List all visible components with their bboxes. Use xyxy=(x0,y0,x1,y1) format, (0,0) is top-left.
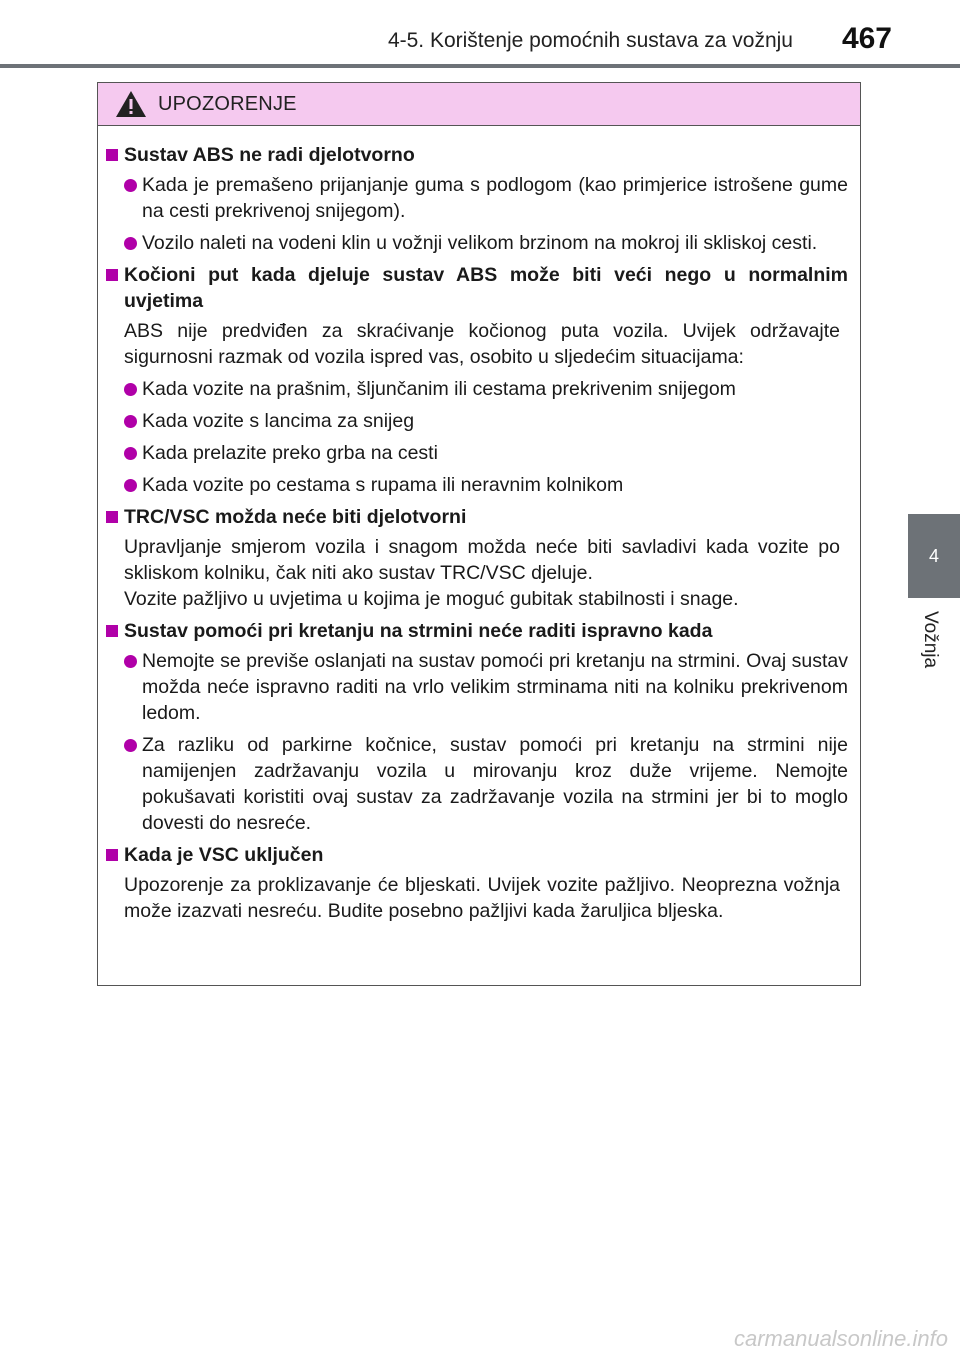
list-item-text: Kada je premašeno prijanjanje guma s podlogom (kao primjerice istrošene gume na cesti prekrivenoj snijegom). xyxy=(142,174,848,222)
section-heading-text: Sustav ABS ne radi djelotvorno xyxy=(124,144,415,166)
section-paragraph: Upravljanje smjerom vozila i snagom možda neće biti savladivi kada vozite po skliskom kolniku, čak niti ako sustav TRC/VSC djeluje. xyxy=(124,536,840,584)
circle-bullet-icon xyxy=(124,447,137,460)
square-bullet-icon xyxy=(106,849,118,861)
list-item xyxy=(106,376,852,402)
section-heading xyxy=(106,142,852,168)
chapter-tab[interactable] xyxy=(908,514,960,598)
section-heading xyxy=(106,262,852,314)
square-bullet-icon xyxy=(106,149,118,161)
warning-section xyxy=(106,142,852,256)
page-number: 467 xyxy=(841,22,892,55)
section-heading xyxy=(106,842,852,868)
circle-bullet-icon xyxy=(124,237,137,250)
circle-bullet-icon xyxy=(124,415,137,428)
list-item xyxy=(106,472,852,498)
warning-section xyxy=(106,842,852,924)
section-paragraph: ABS nije predviđen za skraćivanje kočionog puta vozila. Uvijek održavajte sigurnosni razmak od vozila ispred vas, osobito u sljedećim situacijama: xyxy=(124,320,840,368)
list-item xyxy=(106,230,852,256)
warning-section xyxy=(106,618,852,836)
list-item xyxy=(106,172,852,224)
header-divider xyxy=(0,64,960,68)
warning-header xyxy=(98,83,860,126)
circle-bullet-icon xyxy=(124,479,137,492)
list-item-text: Kada prelazite preko grba na cesti xyxy=(142,442,438,464)
section-heading xyxy=(106,504,852,530)
square-bullet-icon xyxy=(106,269,118,281)
list-item xyxy=(106,732,852,836)
warning-section xyxy=(106,504,852,612)
list-item-text: Kada vozite s lancima za snijeg xyxy=(142,410,415,432)
list-item xyxy=(106,440,852,466)
chapter-number: 4 xyxy=(928,545,939,566)
circle-bullet-icon xyxy=(124,739,137,752)
section-heading-text: TRC/VSC možda neće biti djelotvorni xyxy=(124,506,467,528)
list-item-text: Kada vozite po cestama s rupama ili neravnim kolnikom xyxy=(142,474,624,496)
page-header-title: 4-5. Korištenje pomoćnih sustava za vožnju xyxy=(387,29,793,52)
section-heading-text: Kočioni put kada djeluje sustav ABS može biti veći nego u normalnim uvjetima xyxy=(124,264,848,312)
warning-triangle-icon xyxy=(114,89,148,119)
list-item-text: Za razliku od parkirne kočnice, sustav pomoći pri kretanju na strmini nije namijenjen zadržavanju vozila u mirovanju kroz duže vrijeme. Nemojte pokušavati koristiti ovaj sustav za zadržavanje vozila na strmini jer bi to moglo dovesti do nesreće. xyxy=(142,734,848,834)
square-bullet-icon xyxy=(106,511,118,523)
warning-box xyxy=(97,82,861,986)
circle-bullet-icon xyxy=(124,179,137,192)
section-paragraph: Vozite pažljivo u uvjetima u kojima je moguć gubitak stabilnosti i snage. xyxy=(124,588,739,610)
list-item-text: Kada vozite na prašnim, šljunčanim ili cestama prekrivenim snijegom xyxy=(142,378,736,400)
watermark: carmanualsonline.info xyxy=(733,1326,948,1351)
circle-bullet-icon xyxy=(124,655,137,668)
list-item xyxy=(106,648,852,726)
section-paragraph: Upozorenje za proklizavanje će bljeskati. Uvijek vozite pažljivo. Neoprezna vožnja može izazvati nesreću. Budite posebno pažljivi kada žaruljica bljeska. xyxy=(124,874,840,922)
warning-section xyxy=(106,262,852,498)
section-heading-text: Kada je VSC uključen xyxy=(124,844,324,866)
section-heading xyxy=(106,618,852,644)
list-item xyxy=(106,408,852,434)
list-item-text: Nemojte se previše oslanjati na sustav pomoći pri kretanju na strmini. Ovaj sustav možda neće ispravno raditi na vrlo velikim strminama niti na kolniku prekrivenom ledom. xyxy=(142,650,848,724)
warning-title: UPOZORENJE xyxy=(158,92,297,115)
circle-bullet-icon xyxy=(124,383,137,396)
warning-body xyxy=(98,126,860,924)
square-bullet-icon xyxy=(106,625,118,637)
chapter-label: Vožnja xyxy=(920,611,941,669)
section-heading-text: Sustav pomoći pri kretanju na strmini neće raditi ispravno kada xyxy=(124,620,713,642)
list-item-text: Vozilo naleti na vodeni klin u vožnji velikom brzinom na mokroj ili skliskoj cesti. xyxy=(142,232,818,254)
